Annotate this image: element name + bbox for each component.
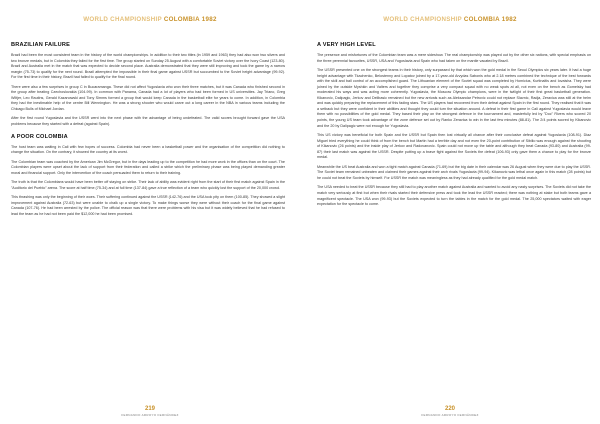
- paragraph: Brazil had been the most consistent team in the history of the world championships. In addition to their two titles (in 1959 and 1963) they had also won two silvers and two bronze medals, but in Colombia they failed for the first time. The group started on Sunday 25 August with a comfortable Soviet victory over the Ivory Coast (123-80). Brazil and Australia met in the match that was expected to decide second place. Australia demonstrated that they were still improving and took the game by a narrow margin (75-73) to qualify for the next round. Brazil attempted the impossible in their final game against USSR but succumbed to the Soviet height advantage (99-92). For the first time in their history, Brazil had failed to qualify for the final round.: [11, 53, 285, 80]
- paragraph: The USA needed to beat the USSR because they still had to play another match against Australia and wanted to avoid any nasty surprises. The Soviets did not take the match very seriously at first but when their rivals started their defensive press and took the lead the USSR reacted; there was nothing at stake but both teams gave a magnificent spectacle. The USA won (99-93) but the Soviets expected to turn the tables in the match for the gold medal. The 25,000 spectators waited with eager expectation for the spectacle to come.: [317, 185, 591, 207]
- header-subtitle: COLOMBIA 1982: [463, 16, 517, 23]
- section-heading: A POOR COLOMBIA: [11, 133, 68, 140]
- section-heading: A VERY HIGH LEVEL: [317, 42, 376, 48]
- page-footer: [300, 406, 600, 417]
- right-body: [317, 42, 591, 212]
- paragraph: The Colombian team was coached by the American Jim McGregor, but in the days leading up to the competition he had more work in the offices than on the court. The Colombian players were upset about the lack of support from their federation and called a strike which the preliminary phase was being played demanding greater moral and financial support. Only the intervention of the coach persuaded them to return to their training.: [11, 159, 285, 175]
- paragraph: The truth is that the Colombians would have been better off staying on strike. Their lack of ability was evident right from the start of their first match against Spain in the "Auditorio del Pueblo" arena. The score at half time (75-34) and at full time (137-84) gave a true reflection of a team who quickly lost the support of the 20,000 crowd.: [11, 180, 285, 190]
- paragraph: The USSR presented one on the strongest teams in their history, only surpassed by that which won the gold medal in the Seoul Olympics six years later. It had a huge height advantage with Tkachenko, Belostenny and Lopatov joined by a 17-year-old Arvydas Sabonis who at 2.18 metres combined the technique of the best forwards with the skill and ball control of an accomplished guard. The Lithuanian element of the Soviet squad was completed by Homicius, Kurtinaitis and Iovaisha. They were joined by the outside Myshkin and Valters and together they comprise a very compact squad with no weak spots at all, not even on the bench as Gomelsky had moderated his ways and was acting more coherently. Yugoslavia, the Moscow Olympic champions, were in the twilight of their first great basketball generation. Kikanovic, Dalipagic, Jerkov and Delibasic remained but the new arrivals such as Aleksandar Petrovic could not replace Slavnic, Radja, Zeravica was still at the helm and was quickly preparing the replacement of this fading stars. The US players had recovered from their defeat against Spain in the first round. They realised that it was a setback but they were confident in their abilities and thought they could turn the situation around. A defeat in their first game in Cali against Yugoslavia would leave them with no possibilities of the gold medal. They based their play on the strongest defence in the tournament and, masterfully led by "Doc" Rivers who scored 20 points, the young US team took advantage of the zone defence set out by Ranko Zeravica to win in the last few minutes (88-81). The 2/4 points scored by Kikanovic and the 20 by Dalipagic were not enough for Yugoslavia.: [317, 68, 591, 128]
- page-number: 220: [444, 406, 455, 412]
- header-subtitle: COLOMBIA 1982: [163, 16, 217, 23]
- section-heading: BRAZILIAN FAILURE: [11, 42, 71, 48]
- paragraph: This thrashing was only the beginning of their woes. Their suffering continued against the USSR (142-76) and the USA took pity on them (100-85). They showed a slight improvement against Australia (72-63) but were unable to chalk up a single victory. To make things worse they were without their coach for the final game against Canada (107-76). He had been arrested by the police. The official reason was that there were problems with his visa but it was widely believed that he had refused to lead the team as he had not been paid the $12,000 he had been promised.: [11, 195, 285, 217]
- paragraph: Meanwhile the US beat Australia and won a tight match against Canada (71-69) but the big date in their calendar was 26 August when they were due to play the USSR. The Soviet team remained unbeaten and claimed their games against their arch rivals Yugoslavia (99-94). Kikanovic was lethal once again in this match (28 points) but he could not beat the Soviets by himself. For USSR the match was meaningless as they had already qualified for the gold medal match.: [317, 164, 591, 180]
- header-title: WORLD CHAMPIONSHIP: [383, 16, 462, 23]
- running-header: [300, 16, 600, 23]
- left-body: [11, 42, 285, 222]
- author-name: FERNANDO ARROYO FERNÁNDEZ: [121, 413, 179, 417]
- paragraph: The presence and misfortunes of the Colombian team was a mere sideshow. The real championship was played out by the other six nations, with special emphasis on the three perennial favourites, USSR, USA and Yugoslavia and Spain who had taken on the mantle vacated by Brazil.: [317, 53, 591, 63]
- paragraph: This US victory was beneficial for both Spain and the USSR but Spain then lost virtually all chance after their conclusive defeat against Yugoslavia (108-91). Diaz Miguel tried everything he could think of from the bench but Martin had a terrible day and not even the 20-point contribution of Sibilio was enough against the shooting of Kikanovic (26 points) and the inside play of Jerkov and Radovanovic. Spain could not move up the table and although they beat Canada (93-80) and Australia (99-87) their last match was against the USSR. Despite putting up a brave fight against the Soviets the defeat (106-93) only gave them a chance to play for the bronze medal.: [317, 133, 591, 160]
- author-name: FERNANDO ARROYO FERNÁNDEZ: [421, 413, 479, 417]
- header-title: WORLD CHAMPIONSHIP: [83, 16, 162, 23]
- page-number: 219: [144, 406, 155, 412]
- running-header: [0, 16, 300, 23]
- right-page: [300, 0, 600, 424]
- paragraph: There were also a few surprises in group C in Bucaramanga. These did not affect Yugoslavia who won their three matches, but it was Canada who finished second in the group after beating Czechoslovakia (104-99). In common with Panama, Canada had a lot of players who had been formed in US universities. Jay Triano, Greg Wiltjer, Leo Rautins, Gerald Kazanowski and Tony Simms formed a group that would keep Canada in the basketball elite for years to come. In addition, in Colombia they had the inestimable help of the centre Bill Wennington. He was a strong shooter who would carve out a long career in the NBA in various teams including the Chicago Bulls of Michael Jordan.: [11, 84, 285, 111]
- page-footer: [0, 406, 300, 417]
- paragraph: After the first round Yugoslavia and the USSR went into the next phase with the advantage of being undefeated. The valid scores brought forward gave the USA problems because they started with a defeat (against Spain).: [11, 116, 285, 127]
- paragraph: The host team was waiting in Cali with few hopes of success. Colombia had never been a basketball power and the organisation of the competition did nothing to change the situation. On the contrary, it showed the country at its worst.: [11, 144, 285, 155]
